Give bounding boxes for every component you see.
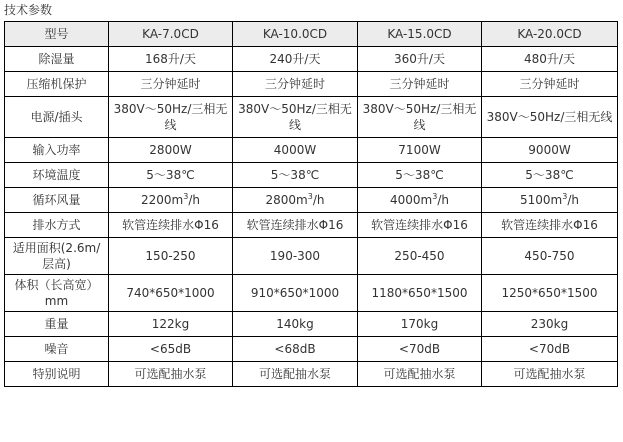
table-cell: 168升/天 bbox=[109, 47, 233, 72]
row-label: 排水方式 bbox=[5, 213, 109, 238]
spec-table bbox=[4, 21, 618, 387]
table-row-area bbox=[5, 238, 618, 275]
table-row-dehumidify bbox=[5, 47, 618, 72]
airflow-value: 5100m bbox=[520, 193, 563, 207]
table-cell: 1180*650*1500 bbox=[358, 275, 482, 312]
table-row-compressor bbox=[5, 72, 618, 97]
table-cell: 380V～50Hz/三相无线 bbox=[109, 97, 233, 138]
table-cell: 5～38℃ bbox=[358, 163, 482, 188]
table-cell: 240升/天 bbox=[233, 47, 358, 72]
table-cell: KA-15.0CD bbox=[358, 22, 482, 47]
table-cell: <65dB bbox=[109, 337, 233, 362]
table-row-dimensions bbox=[5, 275, 618, 312]
table-cell: 三分钟延时 bbox=[482, 72, 618, 97]
unit-suffix: /h bbox=[567, 193, 579, 207]
table-cell: 1250*650*1500 bbox=[482, 275, 618, 312]
table-cell: 230kg bbox=[482, 312, 618, 337]
table-cell: 190-300 bbox=[233, 238, 358, 275]
table-cell: 5～38℃ bbox=[233, 163, 358, 188]
table-cell: 450-750 bbox=[482, 238, 618, 275]
table-cell: 软管连续排水Φ16 bbox=[109, 213, 233, 238]
table-cell: 软管连续排水Φ16 bbox=[482, 213, 618, 238]
table-row-airflow bbox=[5, 188, 618, 213]
table-cell: 150-250 bbox=[109, 238, 233, 275]
table-cell: 140kg bbox=[233, 312, 358, 337]
row-label: 噪音 bbox=[5, 337, 109, 362]
table-cell: 4000W bbox=[233, 138, 358, 163]
table-row-noise bbox=[5, 337, 618, 362]
unit-exponent: 3 bbox=[562, 192, 568, 201]
table-cell: 5～38℃ bbox=[482, 163, 618, 188]
table-row-drainage bbox=[5, 213, 618, 238]
table-row-input-power bbox=[5, 138, 618, 163]
row-label: 循环风量 bbox=[5, 188, 109, 213]
table-cell: 380V～50Hz/三相无线 bbox=[358, 97, 482, 138]
table-cell: 9000W bbox=[482, 138, 618, 163]
table-row-notes bbox=[5, 362, 618, 387]
table-cell: 360升/天 bbox=[358, 47, 482, 72]
table-cell: 740*650*1000 bbox=[109, 275, 233, 312]
row-label: 环境温度 bbox=[5, 163, 109, 188]
airflow-value: 4000m bbox=[390, 193, 433, 207]
table-cell: 250-450 bbox=[358, 238, 482, 275]
table-cell: 7100W bbox=[358, 138, 482, 163]
table-cell: 三分钟延时 bbox=[358, 72, 482, 97]
table-cell: 380V～50Hz/三相无线 bbox=[482, 97, 618, 138]
row-label: 特别说明 bbox=[5, 362, 109, 387]
table-cell: 软管连续排水Φ16 bbox=[233, 213, 358, 238]
table-cell: 可选配抽水泵 bbox=[233, 362, 358, 387]
table-cell bbox=[482, 188, 618, 213]
unit-exponent: 3 bbox=[432, 192, 438, 201]
table-cell: KA-20.0CD bbox=[482, 22, 618, 47]
airflow-value: 2800m bbox=[265, 193, 308, 207]
table-row-weight bbox=[5, 312, 618, 337]
row-label: 体积（长高宽）mm bbox=[5, 275, 109, 312]
table-cell: <70dB bbox=[482, 337, 618, 362]
table-cell: KA-7.0CD bbox=[109, 22, 233, 47]
table-cell bbox=[109, 188, 233, 213]
table-cell: 170kg bbox=[358, 312, 482, 337]
table-cell: 可选配抽水泵 bbox=[358, 362, 482, 387]
row-label: 适用面积(2.6m/层高) bbox=[5, 238, 109, 275]
table-cell: <70dB bbox=[358, 337, 482, 362]
airflow-value: 2200m bbox=[141, 193, 184, 207]
section-title: 技术参数 bbox=[4, 3, 53, 17]
table-cell: 380V～50Hz/三相无线 bbox=[233, 97, 358, 138]
row-label: 除湿量 bbox=[5, 47, 109, 72]
table-cell: 三分钟延时 bbox=[233, 72, 358, 97]
table-cell: 480升/天 bbox=[482, 47, 618, 72]
unit-suffix: /h bbox=[437, 193, 449, 207]
unit-suffix: /h bbox=[188, 193, 200, 207]
table-cell: 三分钟延时 bbox=[109, 72, 233, 97]
table-cell bbox=[358, 188, 482, 213]
table-cell: 2800W bbox=[109, 138, 233, 163]
row-label: 型号 bbox=[5, 22, 109, 47]
table-cell: 122kg bbox=[109, 312, 233, 337]
table-row-power-supply bbox=[5, 97, 618, 138]
row-label: 重量 bbox=[5, 312, 109, 337]
table-cell bbox=[233, 188, 358, 213]
table-cell: <68dB bbox=[233, 337, 358, 362]
table-cell: 910*650*1000 bbox=[233, 275, 358, 312]
table-cell: 软管连续排水Φ16 bbox=[358, 213, 482, 238]
row-label: 输入功率 bbox=[5, 138, 109, 163]
unit-exponent: 3 bbox=[183, 192, 189, 201]
table-cell: 可选配抽水泵 bbox=[109, 362, 233, 387]
row-label: 压缩机保护 bbox=[5, 72, 109, 97]
unit-exponent: 3 bbox=[307, 192, 313, 201]
table-cell: 可选配抽水泵 bbox=[482, 362, 618, 387]
table-cell: KA-10.0CD bbox=[233, 22, 358, 47]
table-row-ambient-temp bbox=[5, 163, 618, 188]
table-cell: 5～38℃ bbox=[109, 163, 233, 188]
table-row-model bbox=[5, 22, 618, 47]
unit-suffix: /h bbox=[312, 193, 325, 207]
row-label: 电源/插头 bbox=[5, 97, 109, 138]
